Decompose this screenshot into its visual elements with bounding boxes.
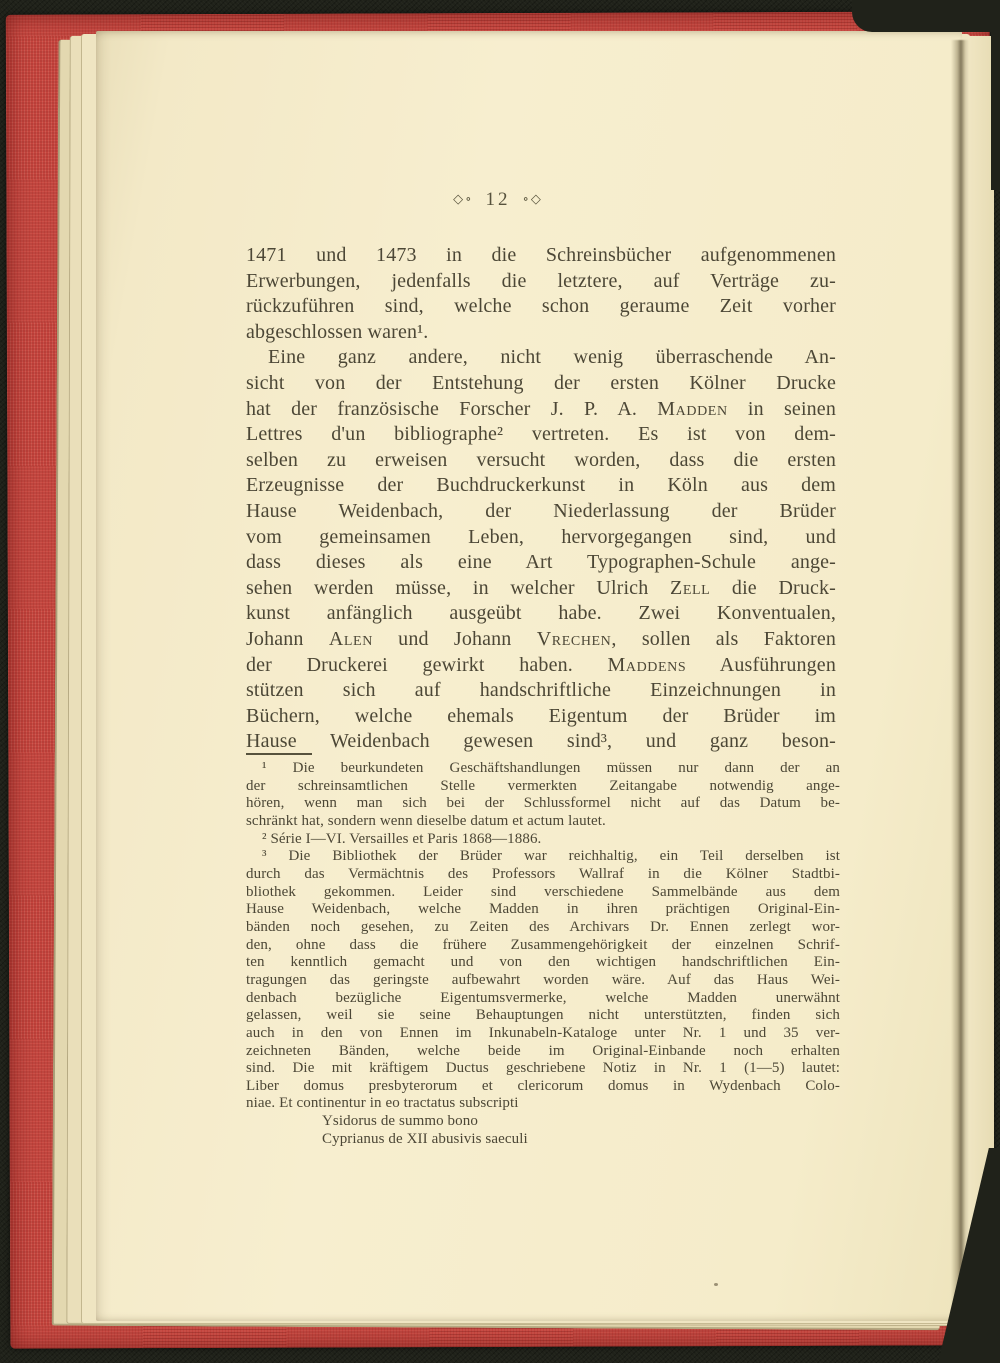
footnote-line: hören, wenn man sich bei der Schlussformel nicht auf das Datum be-	[246, 795, 840, 812]
text-line: dass dieses als eine Art Typographen-Schule ange-	[246, 551, 836, 574]
footnote-line: ² Série I—VI. Versailles et Paris 1868—1886.	[262, 830, 542, 847]
cover-dark-corner-top-right	[852, 0, 1000, 32]
cover-dark-edge-right	[991, 0, 1000, 190]
footnote-line: Liber domus presbyterorum et clericorum domus in Wydenbach Colo-	[246, 1077, 840, 1094]
footnote-line: niae. Et continentur in eo tractatus subscripti	[246, 1095, 519, 1112]
book-page	[96, 31, 962, 1321]
page-number: 12	[485, 189, 511, 210]
paragraph	[246, 243, 836, 345]
footnote-line: zeichneten Bänden, welche beide im Original-Einbande noch erhalten	[246, 1042, 840, 1059]
header-ornament-left: ◇∘	[453, 191, 474, 206]
text-line: rückzuführen sind, welche schon geraume Zeit vorher	[246, 295, 836, 318]
gutter-shadow	[951, 40, 969, 1318]
footnote-line: ten kenntlich gemacht und von den wichtigen handschriftlichen Ein-	[246, 954, 840, 971]
text-line: Büchern, welche ehemals Eigentum der Brüder im	[246, 704, 836, 727]
text-line: kunst anfänglich ausgeübt habe. Zwei Konventualen,	[246, 602, 836, 625]
footnote-1	[246, 760, 840, 831]
footnote-line: gelassen, weil sie seine Behauptungen nicht unterstützten, finden sich	[246, 1007, 840, 1024]
footnote-line: durch das Vermächtnis des Professors Wallraf in die Kölner Stadtbi-	[246, 865, 840, 882]
footnote-line: der schreinsamtlichen Stelle vermerkten Zeitangabe notwendig ange-	[246, 777, 840, 794]
text-line: hat der französische Forscher J. P. A. Madden in seinen	[246, 397, 836, 420]
text-line: Erwerbungen, jedenfalls die letztere, auf Verträge zu-	[246, 269, 836, 292]
footnote-3	[246, 848, 840, 1148]
text-line: Hause Weidenbach, der Niederlassung der Brüder	[246, 499, 836, 522]
footnote-line: bliothek gekommen. Leider sind verschiedene Sammelbände aus dem	[246, 883, 840, 900]
body-text	[246, 243, 836, 755]
footnote-line: schränkt hat, sondern wenn dieselbe datum et actum lautet.	[246, 812, 606, 829]
text-line: sehen werden müsse, in welcher Ulrich Zell die Druck-	[246, 576, 836, 599]
facing-page-edge	[968, 36, 994, 1318]
text-line: stützen sich auf handschriftliche Einzeichnungen in	[246, 679, 836, 702]
text-line: Erzeugnisse der Buchdruckerkunst in Köln aus dem	[246, 474, 836, 497]
text-line: Johann Alen und Johann Vrechen, sollen als Faktoren	[246, 627, 837, 650]
text-line: 1471 und 1473 in die Schreinsbücher aufgenommenen	[246, 244, 836, 266]
paragraph	[246, 345, 836, 755]
text-line: der Druckerei gewirkt haben. Maddens Ausführungen	[246, 653, 836, 676]
footnote-line: Hause Weidenbach, welche Madden in ihren prächtigen Original-Ein-	[246, 901, 840, 918]
text-line: abgeschlossen waren¹.	[246, 320, 429, 343]
text-line: sicht von der Entstehung der ersten Kölner Drucke	[246, 371, 836, 394]
text-line: Eine ganz andere, nicht wenig überraschende An-	[268, 346, 836, 369]
footnote-2	[246, 831, 840, 849]
text-line: Lettres d'un bibliographe² vertreten. Es ist von dem-	[246, 423, 836, 446]
paper-speck	[714, 1283, 718, 1286]
footnote-line: ³ Die Bibliothek der Brüder war reichhaltig, ein Teil derselben ist	[262, 848, 840, 865]
footnote-separator-rule	[246, 753, 312, 755]
text-line: Hause Weidenbach gewesen sind³, und ganz beson-	[246, 730, 836, 753]
text-line: selben zu erweisen versucht worden, dass die ersten	[246, 448, 836, 471]
footnote-line: bänden noch gesehen, zu Zeiten des Archivars Dr. Ennen zerlegt wor-	[246, 918, 840, 935]
page-header	[96, 189, 900, 211]
header-ornament-right: ∘◇	[522, 191, 543, 206]
text-line: vom gemeinsamen Leben, hervorgegangen sind, und	[246, 525, 836, 548]
footnote-line: sind. Die mit kräftigem Ductus geschriebene Notiz in Nr. 1 (1—5) lautet:	[246, 1060, 840, 1077]
footnote-line: denbach bezügliche Eigentumsvermerke, welche Madden unerwähnt	[246, 989, 840, 1006]
footnote-appendix-line: Cyprianus de XII abusivis saeculi	[322, 1130, 528, 1147]
footnote-line: tragungen das geringste aufbewahrt worden wäre. Auf das Haus Wei-	[246, 971, 840, 988]
footnote-appendix-line: Ysidorus de summo bono	[322, 1113, 478, 1130]
footnote-line: den, ohne dass die frühere Zusammengehörigkeit der einzelnen Schrif-	[246, 936, 840, 953]
footnotes	[246, 760, 840, 1148]
footnote-line: ¹ Die beurkundeten Geschäftshandlungen müssen nur dann der an	[262, 760, 840, 776]
footnote-line: auch in den von Ennen im Inkunabeln-Kataloge unter Nr. 1 und 35 ver-	[246, 1024, 840, 1041]
